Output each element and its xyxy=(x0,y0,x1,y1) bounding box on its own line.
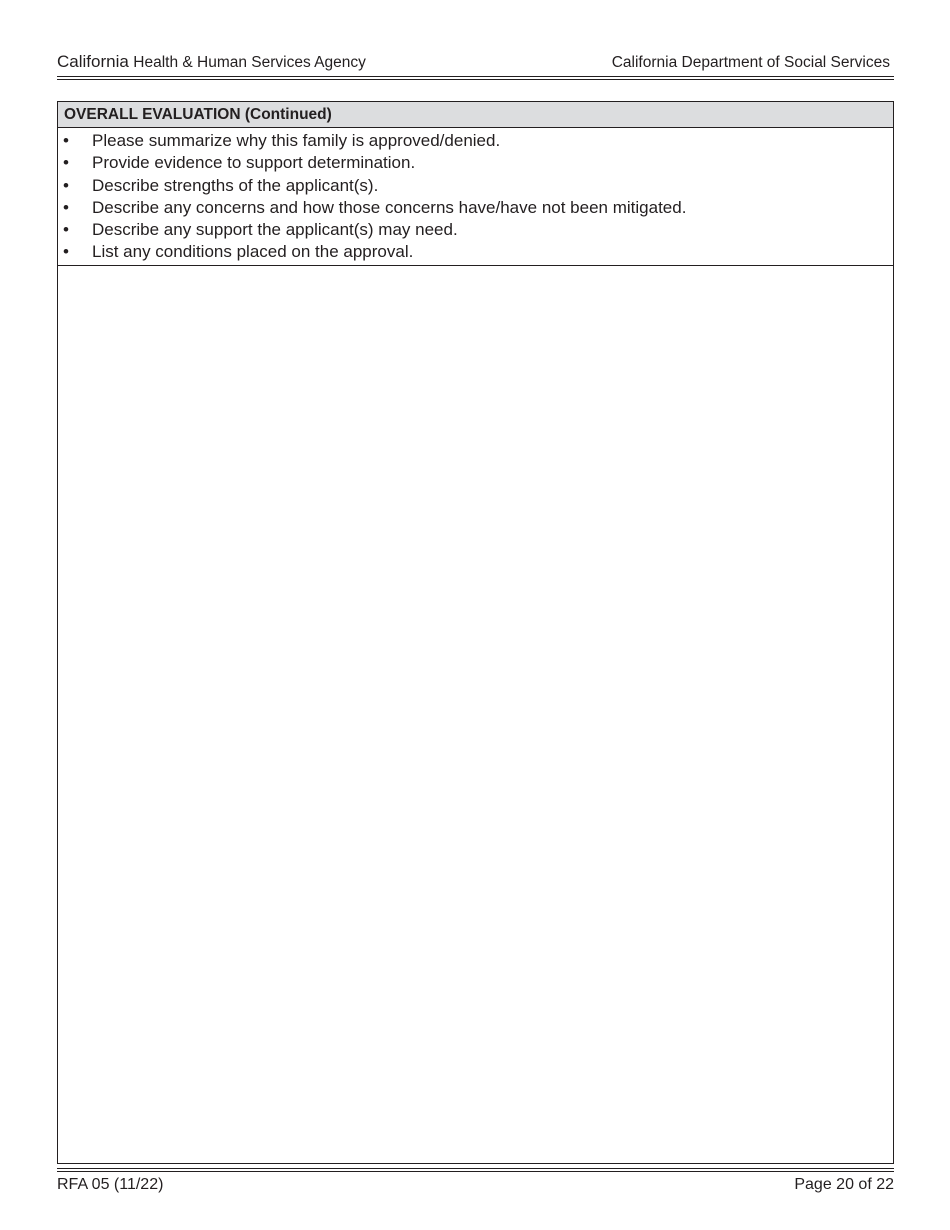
page-header xyxy=(57,52,894,74)
instruction-text: Describe any support the applicant(s) may need. xyxy=(92,220,458,240)
section-title: OVERALL EVALUATION (Continued) xyxy=(58,102,893,128)
instruction-list xyxy=(58,128,893,266)
header-divider xyxy=(57,76,894,80)
evaluation-response-field[interactable] xyxy=(58,266,893,1162)
agency-name xyxy=(57,52,366,72)
bullet-icon: • xyxy=(63,242,69,262)
list-item xyxy=(58,152,893,174)
agency-title: Health & Human Services Agency xyxy=(133,54,366,71)
instruction-text: List any conditions placed on the approval. xyxy=(92,242,414,262)
form-id: RFA 05 (11/22) xyxy=(57,1176,164,1193)
footer-divider xyxy=(57,1168,894,1172)
overall-evaluation-section xyxy=(57,101,894,1164)
bullet-icon: • xyxy=(63,220,69,240)
bullet-icon: • xyxy=(63,175,69,195)
instruction-text: Describe strengths of the applicant(s). xyxy=(92,175,379,195)
bullet-icon: • xyxy=(63,197,69,217)
list-item xyxy=(58,130,893,152)
page-number: Page 20 of 22 xyxy=(794,1176,894,1193)
instruction-text: Describe any concerns and how those concerns have/have not been mitigated. xyxy=(92,197,687,217)
instruction-text: Please summarize why this family is approved/denied. xyxy=(92,131,501,150)
list-item xyxy=(58,241,893,263)
list-item xyxy=(58,175,893,197)
bullet-icon: • xyxy=(63,153,69,173)
list-item xyxy=(58,219,893,241)
department-name: California Department of Social Services xyxy=(611,54,890,71)
bullet-icon: • xyxy=(63,131,69,150)
list-item xyxy=(58,197,893,219)
instruction-text: Provide evidence to support determination. xyxy=(92,153,416,173)
agency-state: California xyxy=(57,52,129,71)
